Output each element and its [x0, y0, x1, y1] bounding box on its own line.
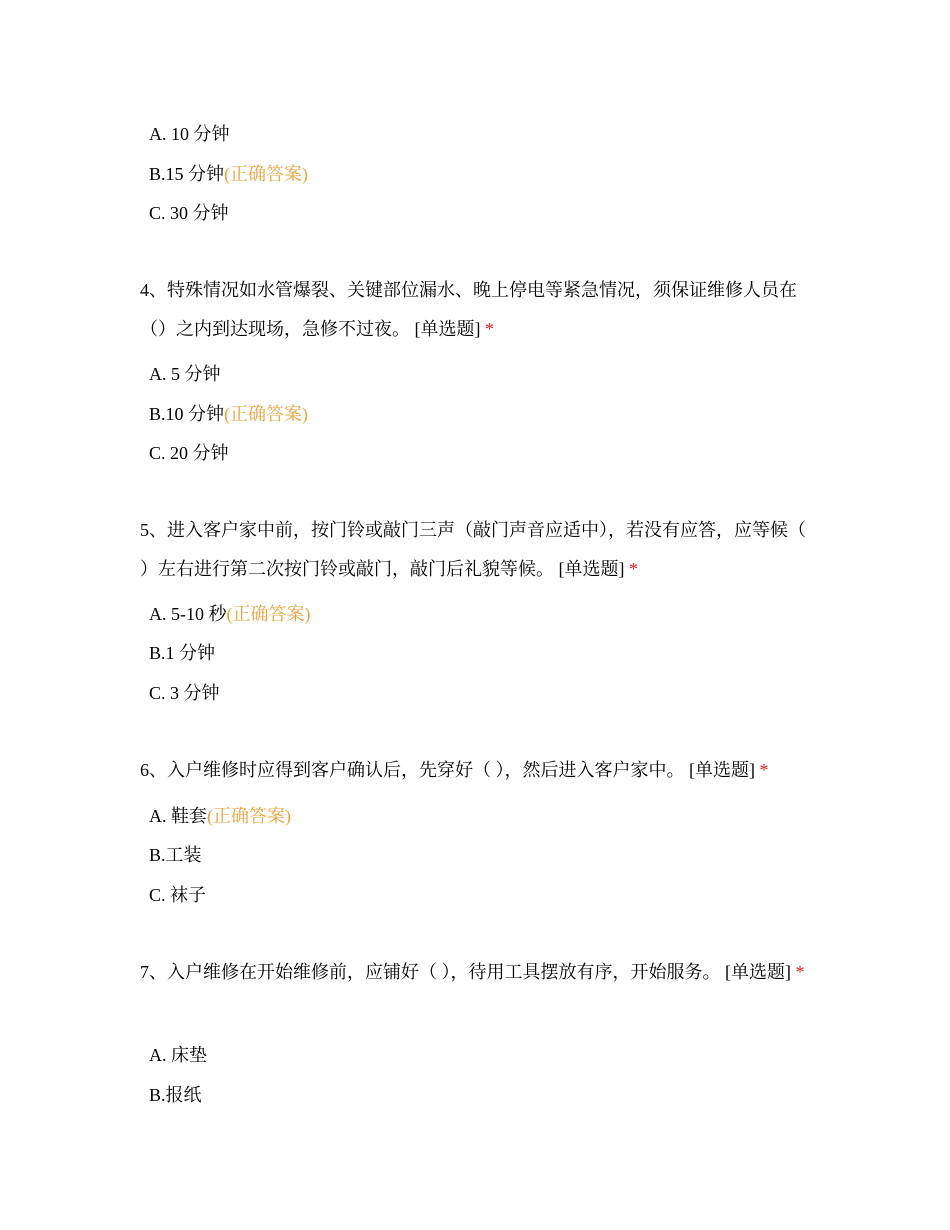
- option-c: [149, 681, 220, 705]
- question-4: [140, 271, 812, 348]
- option-b: [149, 402, 308, 426]
- option-b: [149, 162, 308, 186]
- option-text: C. 20 分钟: [149, 443, 229, 463]
- option-a: [149, 602, 311, 626]
- option-c: [149, 201, 229, 225]
- option-text: C. 3 分钟: [149, 683, 220, 703]
- option-text: C. 袜子: [149, 885, 207, 905]
- option-b: [149, 843, 202, 867]
- correct-answer-label: (正确答案): [207, 806, 291, 826]
- option-text: B.10 分钟: [149, 404, 225, 424]
- correct-answer-label: (正确答案): [224, 164, 309, 184]
- required-marker: *: [485, 318, 494, 339]
- question-5: [140, 511, 812, 588]
- option-c: [149, 883, 206, 907]
- option-text: A. 5-10 秒: [149, 604, 227, 624]
- question-7: [140, 953, 812, 992]
- option-text: B.报纸: [149, 1085, 202, 1105]
- option-text: B.1 分钟: [149, 643, 216, 663]
- option-b: [149, 1083, 202, 1107]
- correct-answer-label: (正确答案): [226, 604, 311, 624]
- required-marker: *: [759, 760, 769, 780]
- question-text: 6、入户维修时应得到客户确认后，先穿好（ ），然后进入客户家中。 [单选题]: [140, 760, 755, 780]
- option-a: [149, 362, 221, 386]
- required-marker: *: [629, 558, 638, 579]
- option-text: C. 30 分钟: [149, 203, 229, 223]
- option-text: A. 鞋套: [149, 806, 207, 826]
- option-b: [149, 641, 215, 665]
- question-6: [140, 751, 812, 790]
- option-text: A. 5 分钟: [149, 364, 221, 384]
- option-text: B.工装: [149, 845, 202, 865]
- correct-answer-label: (正确答案): [224, 404, 309, 424]
- option-text: B.15 分钟: [149, 164, 225, 184]
- question-text: 4、特殊情况如水管爆裂、关键部位漏水、晚上停电等紧急情况，须保证维修人员在（）之内到达现场，急修不过夜。 [单选题]: [140, 280, 797, 339]
- option-c: [149, 441, 229, 465]
- option-text: A. 床垫: [149, 1045, 207, 1065]
- question-text: 5、进入客户家中前，按门铃或敲门三声（敲门声音应适中），若没有应答，应等候（ ）左右进行第二次按门铃或敲门，敲门后礼貌等候。 [单选题]: [140, 520, 806, 579]
- option-a: [149, 1043, 207, 1067]
- option-a: [149, 122, 230, 146]
- option-text: A. 10 分钟: [149, 124, 230, 144]
- question-text: 7、入户维修在开始维修前，应铺好（ ），待用工具摆放有序，开始服务。 [单选题]: [140, 962, 791, 982]
- required-marker: *: [795, 962, 805, 982]
- option-a: [149, 804, 291, 828]
